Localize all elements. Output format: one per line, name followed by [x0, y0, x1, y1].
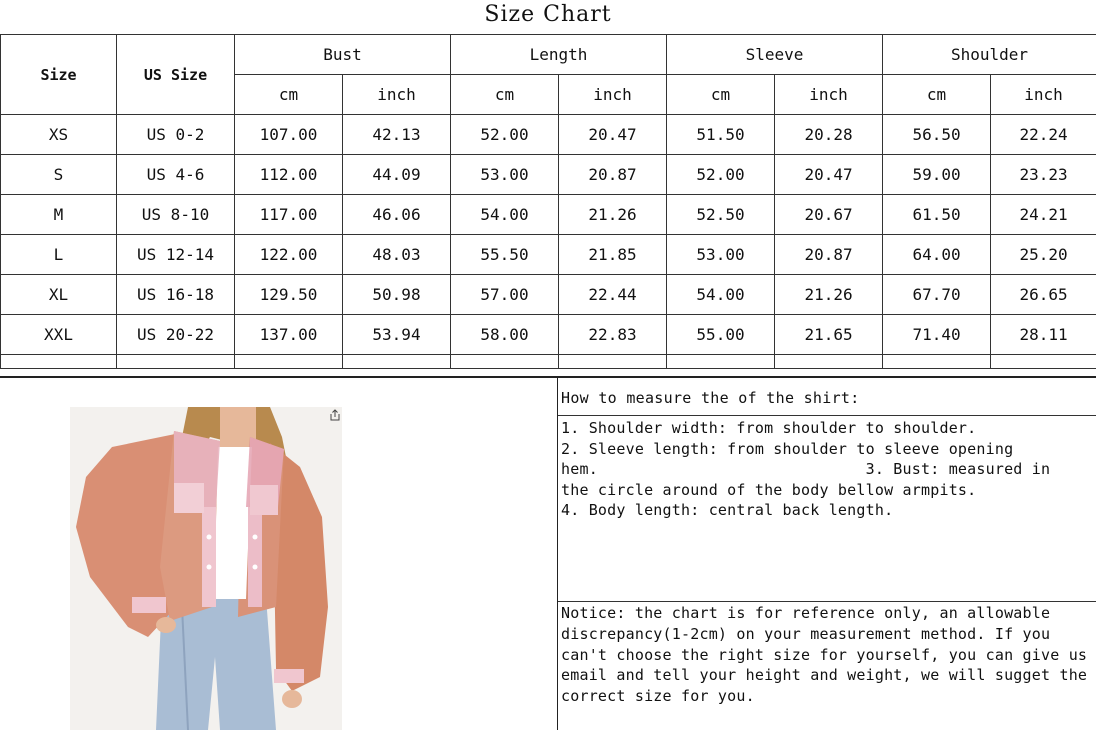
table-cell: 122.00: [235, 235, 343, 275]
table-cell: 64.00: [883, 235, 991, 275]
table-cell: 52.50: [667, 195, 775, 235]
table-cell: 52.00: [451, 115, 559, 155]
share-icon[interactable]: [330, 409, 340, 421]
vertical-divider: [557, 378, 558, 730]
table-cell: 67.70: [883, 275, 991, 315]
table-cell: 53.00: [667, 235, 775, 275]
table-cell: 54.00: [667, 275, 775, 315]
table-cell: [883, 355, 991, 369]
table-cell: 21.85: [559, 235, 667, 275]
table-cell: [775, 355, 883, 369]
table-cell: 20.87: [775, 235, 883, 275]
size-cell: XS: [1, 115, 117, 155]
table-cell: US 0-2: [117, 115, 235, 155]
product-photo: [70, 407, 342, 730]
header-unit: cm: [667, 75, 775, 115]
table-row: [1, 155, 1096, 195]
table-cell: 28.11: [991, 315, 1096, 355]
table-row: [1, 275, 1096, 315]
table-cell: 20.47: [559, 115, 667, 155]
table-cell: 22.44: [559, 275, 667, 315]
table-cell: 22.24: [991, 115, 1096, 155]
table-cell: [451, 355, 559, 369]
table-cell: 57.00: [451, 275, 559, 315]
table-row: [1, 235, 1096, 275]
measure-line: 4. Body length: central back length.: [561, 501, 894, 520]
table-cell: 20.47: [775, 155, 883, 195]
table-cell: [559, 355, 667, 369]
section-divider: [0, 376, 1096, 378]
table-cell: 20.87: [559, 155, 667, 195]
measure-line: the circle around of the body bellow armpits.: [561, 480, 977, 499]
table-cell: US 12-14: [117, 235, 235, 275]
table-cell: 20.28: [775, 115, 883, 155]
table-cell: 58.00: [451, 315, 559, 355]
size-cell: M: [1, 195, 117, 235]
table-cell: 50.98: [343, 275, 451, 315]
table-cell: 51.50: [667, 115, 775, 155]
size-cell: XXL: [1, 315, 117, 355]
table-cell: 53.00: [451, 155, 559, 195]
table-cell: 24.21: [991, 195, 1096, 235]
header-unit: inch: [559, 75, 667, 115]
table-cell: 129.50: [235, 275, 343, 315]
table-cell: [235, 355, 343, 369]
table-row: [1, 315, 1096, 355]
table-cell: 23.23: [991, 155, 1096, 195]
measure-line: 1. Shoulder width: from shoulder to shoulder.: [561, 419, 977, 437]
header-unit: cm: [883, 75, 991, 115]
table-cell: 21.26: [775, 275, 883, 315]
notice-text: Notice: the chart is for reference only, an allowable discrepancy(1-2cm) on your measurement method. If you can't choose the right size for yourself, you can give us email and tell your height and weight, we will sugget the correct size for you.: [561, 604, 1088, 706]
table-cell: 55.50: [451, 235, 559, 275]
table-cell: 21.65: [775, 315, 883, 355]
header-size: Size: [1, 35, 117, 115]
header-group: Shoulder: [883, 35, 1096, 75]
table-cell: 54.00: [451, 195, 559, 235]
table-cell: 117.00: [235, 195, 343, 235]
header-group: Length: [451, 35, 667, 75]
header-unit: cm: [451, 75, 559, 115]
table-cell: [667, 355, 775, 369]
table-cell: US 16-18: [117, 275, 235, 315]
table-cell: 59.00: [883, 155, 991, 195]
table-cell: 26.65: [991, 275, 1096, 315]
table-cell: 22.83: [559, 315, 667, 355]
table-cell: 61.50: [883, 195, 991, 235]
table-cell: 112.00: [235, 155, 343, 195]
header-us-size: US Size: [117, 35, 235, 115]
size-cell: L: [1, 235, 117, 275]
table-cell: US 8-10: [117, 195, 235, 235]
table-cell: 56.50: [883, 115, 991, 155]
table-cell: 42.13: [343, 115, 451, 155]
header-unit: cm: [235, 75, 343, 115]
notice-divider: [558, 601, 1096, 602]
table-cell: 21.26: [559, 195, 667, 235]
size-cell: S: [1, 155, 117, 195]
table-cell: [343, 355, 451, 369]
table-body: [1, 115, 1096, 369]
size-cell: XL: [1, 275, 117, 315]
measure-line: 2. Sleeve length: from shoulder to sleeve opening: [561, 439, 1014, 458]
table-cell: 55.00: [667, 315, 775, 355]
model-jacket-image: [70, 407, 342, 730]
table-cell: 25.20: [991, 235, 1096, 275]
header-group: Bust: [235, 35, 451, 75]
measure-heading: How to measure the of the shirt:: [561, 389, 860, 407]
table-cell: US 4-6: [117, 155, 235, 195]
table-cell: 46.06: [343, 195, 451, 235]
header-unit: inch: [343, 75, 451, 115]
table-row: [1, 115, 1096, 155]
header-group: Sleeve: [667, 35, 883, 75]
table-cell: 48.03: [343, 235, 451, 275]
table-cell: [117, 355, 235, 369]
table-cell: 20.67: [775, 195, 883, 235]
table-header: [1, 35, 1096, 115]
table-cell: 52.00: [667, 155, 775, 195]
table-cell: [1, 355, 117, 369]
table-cell: US 20-22: [117, 315, 235, 355]
table-row: [1, 195, 1096, 235]
measure-line: hem. 3. Bust: measured in: [561, 460, 1051, 479]
table-cell: 44.09: [343, 155, 451, 195]
header-unit: inch: [991, 75, 1096, 115]
table-cell: 107.00: [235, 115, 343, 155]
measure-instructions: [561, 418, 1061, 521]
page-title: Size Chart: [484, 2, 612, 27]
size-chart-table: [0, 34, 1096, 369]
table-cell: 71.40: [883, 315, 991, 355]
table-row-empty: [1, 355, 1096, 369]
measure-divider: [558, 415, 1096, 416]
table-cell: 53.94: [343, 315, 451, 355]
table-cell: 137.00: [235, 315, 343, 355]
header-unit: inch: [775, 75, 883, 115]
table-cell: [991, 355, 1096, 369]
